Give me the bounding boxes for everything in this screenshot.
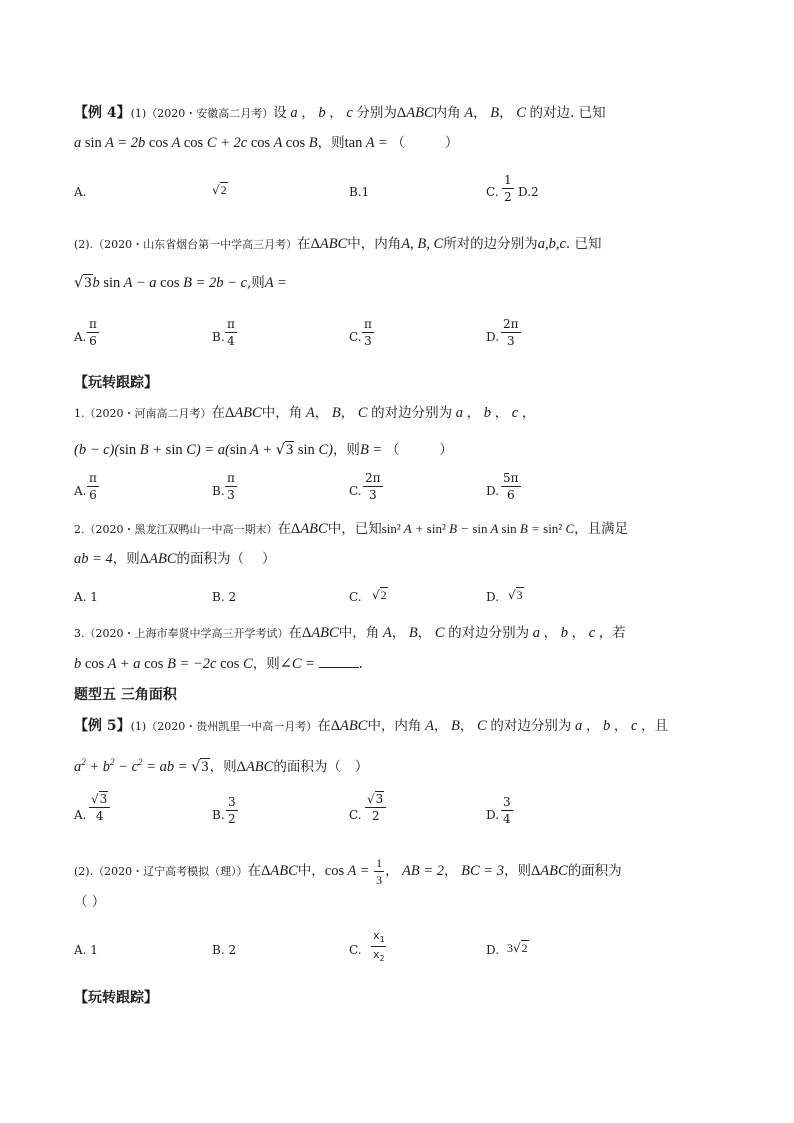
ex4-q1-option-a-label: A. [74,185,87,199]
ex4-q2-option-c-value: $\frac{\pi}{3}$ [364,317,372,348]
follow-up-title-2: 【玩转跟踪】 [74,990,158,1006]
math: A [460,105,474,121]
math: B = [359,442,386,458]
ex4-q2-option-a-value: $\frac{\pi}{6}$ [89,317,97,348]
math: a [529,625,544,641]
text: 中，已知 [327,521,382,537]
ex5-q2-option-c-value: $\frac{x_1}{x_2}$ [373,929,385,964]
ex5-q1-option-a-label: A. [74,808,87,822]
text: ，则 [317,135,345,151]
ex5-q1-option-d-value: $\frac{3}{4}$ [503,795,511,826]
math: tan A = [344,135,392,151]
math: AB = 2 [398,862,445,879]
math: ΔABC [396,105,434,121]
text: 中，内角 [367,718,422,734]
ex5-q1-option-b-label: B. [212,808,225,822]
follow1-p2-option-d-label: D. [486,590,500,604]
ex5-q2-option-a: A. 1 [74,943,98,957]
text: 中，内角 [347,236,402,252]
answer-blank[interactable] [319,655,359,668]
text: 在 [317,718,331,734]
math: C [473,718,491,734]
math: C [431,625,449,641]
text: 在 [288,625,302,641]
ex4-q2-option-b-label: B. [212,330,225,344]
ex5-q2-source: （2020・辽宁高考模拟（理）） [93,864,248,878]
follow1-p2-line2: ab = 4，则ΔABC的面积为（ ） [74,551,276,567]
ex5-q2-number: (2). [74,864,94,878]
math: A [421,718,434,734]
equation: sin² A + sin² B − sin A sin B = sin² C [381,521,575,536]
math: ΔABC [261,862,298,879]
math: a [286,105,302,121]
follow-up-title-1: 【玩转跟踪】 [74,375,158,391]
text: 的面积为（ [273,758,341,775]
equation: √3b sin A − a cos B = 2b − c [74,275,248,291]
example-4-tag: 【例 4】 [74,105,131,121]
math: c [627,718,642,734]
text: 所对的边分别为 [443,236,538,252]
ex5-q1-number: (1) [130,720,147,733]
ex4-q2-option-b-value: $\frac{\pi}{4}$ [227,317,235,348]
ex4-q1-option-d: D.2 [518,185,539,199]
ex4-q2-number: (2). [74,238,94,251]
text: 中，角 [261,405,303,421]
ex5-q1-source: （2020・贵州凯里一中高一月考） [146,720,318,733]
math: ∠C = [279,656,319,672]
ex4-q1-option-c-value: $\frac{1}{2}$ [504,173,512,204]
text: 分别为 [356,105,397,121]
text: 在 [297,236,311,252]
example-5-tag: 【例 5】 [74,718,131,734]
follow1-p1-option-d-label: D. [486,484,500,498]
ex5-q2-option-d-label: D. [486,943,500,957]
ex5-q1-line1: 【例 5】(1)（2020・贵州凯里一中高一月考）在ΔABC中，内角 A， B， C 的对边分别为 a ， b ， c ，且 [74,718,669,734]
math: ab = 4 [74,551,113,567]
ex5-q2-option-d-value: 3√2 [507,941,528,955]
ex4-q1-option-a-value: √2 [212,183,227,197]
math: C [354,405,372,421]
math: c [342,105,357,121]
follow1-p2-option-c-label: C. [349,590,362,604]
section-title: 题型五 三角面积 [74,687,177,703]
follow1-p1-option-b-value: $\frac{\pi}{3}$ [227,471,235,502]
follow1-p2-line1 [74,519,628,540]
ex5-q2-line1: (2).（2020・辽宁高考模拟（理））在ΔABC中，cos A = $\frac{1}{3}$ ， AB = 2， BC = 3，则ΔABC的面积为 [74,856,622,887]
math: ΔABC [330,718,368,734]
math: A = [264,275,287,291]
follow1-p1-line2: (b − c)(sin B + sin C) = a(sin A + √3 sin C)，则B = （ ） [74,442,453,458]
text: ，则 [252,656,280,672]
math: B [447,718,460,734]
ex4-q2-option-d-value: $\frac{2\pi}{3}$ [503,317,519,348]
math: B [328,405,341,421]
ex4-q2-line1 [74,234,601,255]
math: ΔABC [291,521,328,537]
follow1-p1-option-a-label: A. [74,484,87,498]
follow1-p1-line1: 1.（2020・河南高二月考）在ΔABC中，角 A， B， C 的对边分别为 a ， b ， c ， [74,405,536,421]
math: b [557,625,572,641]
text: ，则 [503,862,531,879]
text: 在 [247,862,262,879]
follow1-p1-option-b-label: B. [212,484,225,498]
ex4-q2-option-c-label: C. [349,330,362,344]
text: 的对边分别为 [371,405,453,421]
math: ΔABC [236,758,274,775]
text: 的对边分别为 [490,718,572,734]
follow1-p2-option-c-value: √2 [372,588,387,602]
text: 内角 [433,105,461,121]
ex5-q1-option-a-value: $\frac{√3}{4}$ [88,793,111,822]
follow1-p1-option-a-value: $\frac{\pi}{6}$ [89,471,97,502]
equation: $a^2 + b^2 - c^2$ = ab = √3 [74,757,209,775]
text: 在 [277,521,291,537]
text: ，则 [112,551,140,567]
math: C [512,105,530,121]
ex4-q2-option-a-label: A. [74,330,87,344]
ex4-q1-number: (1) [130,107,147,120]
follow1-p1-option-d-value: $\frac{5\pi}{6}$ [503,471,519,502]
text: 中，角 [338,625,380,641]
follow1-p2-option-d-value: √3 [508,588,523,602]
ex5-q1-option-c-label: C. [349,808,362,822]
text: 中， [297,862,325,879]
ex5-q1-option-d-label: D. [486,808,500,822]
ex5-q2-option-b: B. 2 [212,943,237,957]
ex5-q2-paren: （ ） [74,894,106,910]
text: 的面积为（ [176,551,245,567]
math: ΔABC [225,405,262,421]
text: ，且 [641,718,669,734]
ex4-q1-source: （2020・安徽高二月考） [146,107,274,120]
ex5-q1-option-b-value: $\frac{3}{2}$ [228,795,236,826]
math: A [302,405,315,421]
text: ，则 [209,758,237,775]
follow1-p3-line2: b cos A + a cos B = −2c cos C，则∠C = . [74,656,363,672]
ex5-q2-option-c-label: C. [349,943,362,957]
text: . 已知 [565,236,602,252]
ex4-q1-option-b: B.1 [349,185,370,199]
follow1-p3-number: 3. [74,627,85,640]
follow1-p2-option-a: A. 1 [74,590,98,604]
text: 在 [211,405,225,421]
math: ΔABC [530,862,568,879]
text: 的面积为 [567,862,622,879]
equation: b cos A + a cos B = −2c cos C [74,656,253,672]
follow1-p2-source: （2020・黑龙江双鸭山一中高一期末） [84,523,278,536]
text: ，且满足 [574,521,629,537]
follow1-p2-number: 2. [74,523,85,536]
ex4-q1-line2: a sin A = 2b cos A cos C + 2c cos A cos B，则tan A = （ ） [74,135,459,151]
ex4-q2-option-d-label: D. [486,330,500,344]
follow1-p2-option-b: B. 2 [212,590,237,604]
math: b [480,405,495,421]
follow1-p1-number: 1. [74,407,85,420]
math: ΔABC [302,625,339,641]
math: c [508,405,522,421]
follow1-p1-option-c-label: C. [349,484,362,498]
ex4-q1-line1: 【例 4】(1)（2020・安徽高二月考）设 a ， b ， c 分别为ΔABC内角 A， B， C 的对边. 已知 [74,105,606,121]
ex4-q2-line2 [74,273,287,293]
follow1-p1-source: （2020・河南高二月考） [84,407,212,420]
follow1-p3-source: （2020・上海市奉贤中学高三开学考试） [84,627,289,640]
text: ，若 [598,625,626,641]
text: 的对边分别为 [448,625,530,641]
math: ΔABC [139,551,177,567]
math: B [405,625,418,641]
math: b [314,105,330,121]
text: 的对边. 已知 [529,105,606,121]
math: BC = 3 [457,862,504,879]
math: b [599,718,614,734]
follow1-p3-line1: 3.（2020・上海市奉贤中学高三开学考试）在ΔABC中，角 A， B， C 的对边分别为 a ， b ， c ，若 [74,625,626,641]
ex4-q2-source: （2020・山东省烟台第一中学高三月考） [93,238,298,251]
text: 设 [273,105,287,121]
math: A, B, C [401,236,444,252]
math: A [379,625,392,641]
ex5-q1-option-c-value: $\frac{√3}{2}$ [364,793,387,822]
equation: a sin A = 2b cos A cos C + 2c cos A cos B [74,135,318,151]
math: a,b,c [537,236,566,252]
text: ,则 [247,275,265,291]
equation: cos A = $\frac{1}{3}$ [324,856,383,887]
text: ，则 [332,442,360,458]
math: ΔABC [310,236,348,252]
math: B [486,105,500,121]
follow1-p1-option-c-value: $\frac{2\pi}{3}$ [365,471,381,502]
math: a [571,718,586,734]
ex4-q1-option-c-label: C. [486,185,499,199]
ex5-q1-line2: $a^2 + b^2 - c^2$ = ab = √3，则ΔABC的面积为（ ） [74,757,369,775]
equation: (b − c)(sin B + sin C) = a(sin A + √3 sin C) [74,442,333,458]
math: c [585,625,599,641]
math: a [452,405,467,421]
